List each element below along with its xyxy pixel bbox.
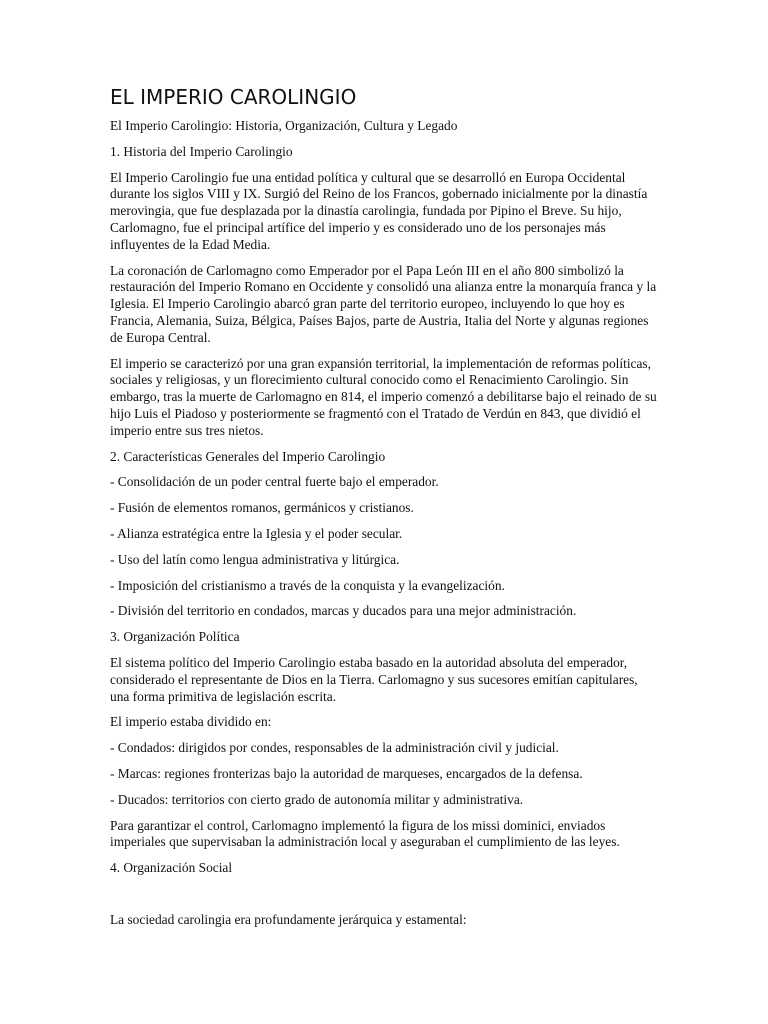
section-3-item: - Marcas: regiones fronterizas bajo la autoridad de marqueses, encargados de la defensa. bbox=[110, 765, 583, 781]
section-2-item: - Alianza estratégica entre la Iglesia y el poder secular. bbox=[110, 525, 403, 541]
section-2-item: - Imposición del cristianismo a través de la conquista y la evangelización. bbox=[110, 577, 505, 593]
section-2-item: - División del territorio en condados, marcas y ducados para una mejor administración. bbox=[110, 603, 577, 619]
section-4-intro: La sociedad carolingia era profundamente jerárquica y estamental: bbox=[110, 911, 467, 927]
section-3-heading: 3. Organización Política bbox=[110, 629, 240, 645]
document-subtitle: El Imperio Carolingio: Historia, Organización, Cultura y Legado bbox=[110, 118, 458, 133]
section-1-paragraph-3: El imperio se caracterizó por una gran expansión territorial, la implementación de reformas políticas, sociales y religiosas, y un florecimiento cultural conocido como el Renacimiento Carolingio. Sin embargo, tras la muerte de Carlomagno en 814, el imperio comenzó a debilitarse bajo el reinado de su hijo Luis el Piadoso y posteriormente se fragmentó con el Tratado de Verdún en 843, que dividió el imperio entre sus tres nietos. bbox=[110, 355, 657, 438]
section-2-heading: 2. Características Generales del Imperio Carolingio bbox=[110, 448, 386, 464]
section-2-item: - Consolidación de un poder central fuerte bajo el emperador. bbox=[110, 474, 439, 490]
section-1-heading: 1. Historia del Imperio Carolingio bbox=[110, 143, 293, 159]
section-3-item: - Ducados: territorios con cierto grado de autonomía militar y administrativa. bbox=[110, 791, 524, 807]
section-2-item: - Uso del latín como lengua administrativa y litúrgica. bbox=[110, 551, 400, 567]
document-title: EL IMPERIO CAROLINGIO bbox=[110, 85, 357, 109]
document-page bbox=[110, 84, 658, 938]
section-3-closing: Para garantizar el control, Carlomagno implementó la figura de los missi dominici, enviados imperiales que supervisaban la administración local y aseguraban el cumplimiento de las leyes. bbox=[110, 817, 620, 850]
section-3-intro: El sistema político del Imperio Carolingio estaba basado en la autoridad absoluta del emperador, considerado el representante de Dios en la Tierra. Carlomagno y sus sucesores emitían capitulares, una forma primitiva de legislación escrita. bbox=[110, 654, 638, 704]
section-2-item: - Fusión de elementos romanos, germánicos y cristianos. bbox=[110, 500, 414, 516]
section-1-paragraph-1: El Imperio Carolingio fue una entidad política y cultural que se desarrolló en Europa Occidental durante los siglos VIII y IX. Surgió del Reino de los Francos, gobernado inicialmente por la dinastía merovingia, que fue desplazada por la dinastía carolingia, fundada por Pipino el Breve. Su hijo, Carlomagno, fue el principal artífice del imperio y es considerado uno de los personajes más influyentes de la Edad Media. bbox=[110, 169, 648, 252]
section-4-heading: 4. Organización Social bbox=[110, 860, 233, 876]
section-1-paragraph-2: La coronación de Carlomagno como Emperador por el Papa León III en el año 800 simbolizó la restauración del Imperio Romano en Occidente y consolidó una alianza entre la monarquía franca y la Iglesia. El Imperio Carolingio abarcó gran parte del territorio europeo, incluyendo lo que hoy es Francia, Alemania, Suiza, Bélgica, Países Bajos, parte de Austria, Italia del Norte y algunas regiones de Europa Central. bbox=[110, 262, 657, 345]
spacer bbox=[110, 886, 658, 912]
section-3-division-lead: El imperio estaba dividido en: bbox=[110, 714, 272, 730]
section-3-item: - Condados: dirigidos por condes, responsables de la administración civil y judicial. bbox=[110, 740, 559, 756]
